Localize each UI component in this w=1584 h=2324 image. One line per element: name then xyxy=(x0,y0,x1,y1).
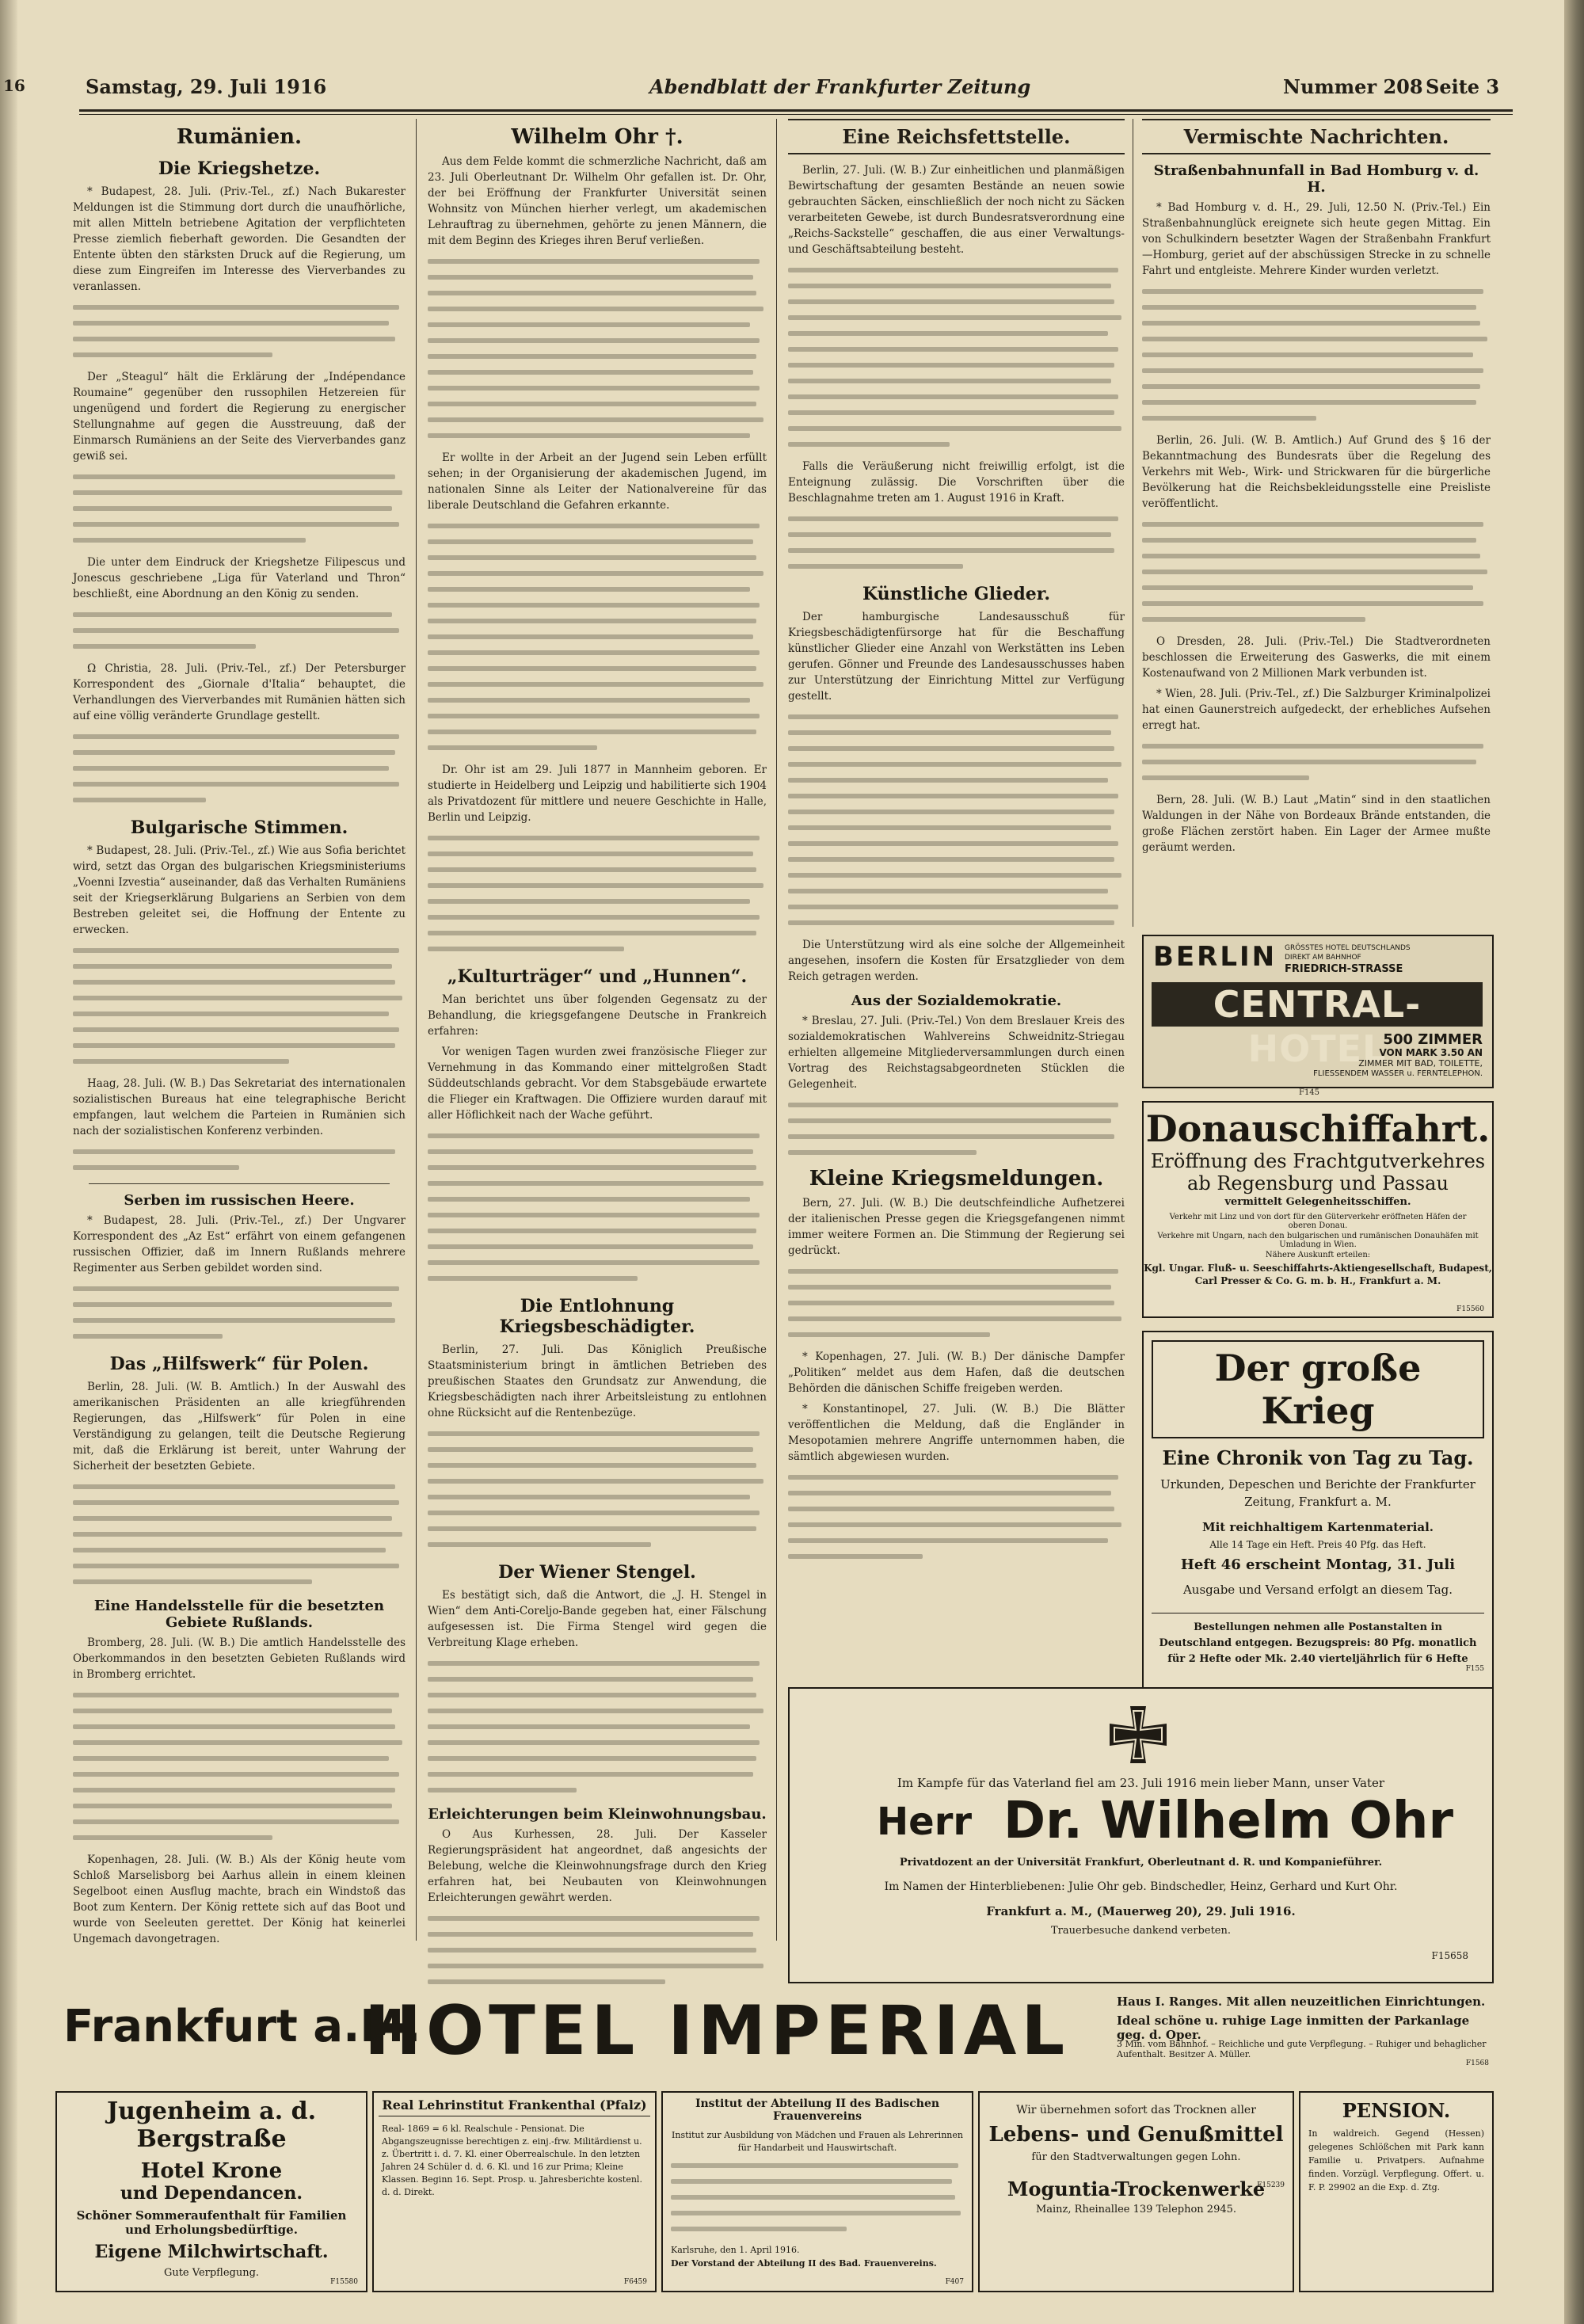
text-lines xyxy=(428,518,767,756)
ad-moguntia-trockenwerke xyxy=(978,2091,1294,2292)
article-paragraph: Es bestätigt sich, daß die Antwort, die „J. H. Stengel in Wien“ dem Anti-Coreljo-Bande gegeben hat, einer Fälschung aufgesessen ist. Die Firma Stengel wird gegen die Verbreitung Klage erheben. xyxy=(428,1589,767,1649)
ad-lebens-line2: für den Stadtverwaltungen gegen Lohn. xyxy=(1031,2151,1241,2163)
ad-donau-line7: Kgl. Ungar. Fluß- u. Seeschiffahrts-Aktiengesellschaft, Budapest, xyxy=(1144,1263,1492,1274)
section-title: Wilhelm Ohr †. xyxy=(511,125,683,149)
column-4 xyxy=(1142,119,1491,927)
column-divider xyxy=(776,119,777,1941)
ad-jugenheim-line2: Eigene Milchwirtschaft. xyxy=(94,2242,329,2262)
obituary-line3: Im Namen der Hinterbliebenen: Julie Ohr geb. Bindschedler, Heinz, Gerhard und Kurt Ohr. xyxy=(884,1880,1398,1893)
ad-badisch-line1: Institut zur Ausbildung von Mädchen und Frauen als Lehrerinnen für Handarbeit und Hauswirtschaft. xyxy=(672,2130,963,2153)
ad-imperial-line2: Ideal schöne u. ruhige Lage inmitten der Parkanlage geg. d. Oper. xyxy=(1117,2013,1470,2042)
article-headline: Der Wiener Stengel. xyxy=(498,1562,696,1583)
column-2 xyxy=(428,119,767,1941)
article-headline: Künstliche Glieder. xyxy=(862,584,1051,604)
ad-code: F407 xyxy=(945,2278,964,2286)
ad-donau-line4: Verkehr mit Linz und von dort für den Güterverkehr eröffneten Häfen der oberen Donau. xyxy=(1169,1213,1467,1230)
ad-hotel-krone-jugenheim xyxy=(55,2091,367,2292)
obituary-line1: Im Kampfe für das Vaterland fiel am 23. Juli 1916 mein lieber Mann, unser Vater xyxy=(897,1776,1385,1790)
article-paragraph: * Kopenhagen, 27. Juli. (W. B.) Der dänische Dampfer „Politiken“ meldet aus dem Hafen, daß die deutschen Behörden die dänischen Schiffe freigeben werden. xyxy=(788,1351,1125,1395)
ad-badisch-line2: Karlsruhe, den 1. April 1916. xyxy=(671,2245,800,2255)
ad-badisch-line3: Der Vorstand der Abteilung II des Bad. Frauenvereins. xyxy=(671,2258,937,2269)
article-paragraph: * Budapest, 28. Juli. (Priv.-Tel., zf.) Der Ungvarer Korrespondent des „Az Est“ erfährt von einem gefangenen russischen Offizier, daß im Innern Rußlands mehrere Regimenter aus Serben gebildet worden sind. xyxy=(73,1214,406,1274)
ad-lebens-line3: Mainz, Rheinallee 139 Telephon 2945. xyxy=(1035,2204,1237,2215)
article-headline: Die Entlohnung Kriegsbeschädigter. xyxy=(499,1296,695,1337)
ad-badisch-title: Institut der Abteilung II des Badischen Frauenvereins xyxy=(695,2097,940,2123)
article-paragraph: * Konstantinopel, 27. Juli. (W. B.) Die Blätter veröffentlichen die Meldung, daß die Engländer in Mesopotamien mehrere Angriffe unternommen haben, die sämtlich abgewiesen wurden. xyxy=(788,1403,1125,1463)
ad-central-name: CENTRAL-HOTEL xyxy=(1152,982,1483,1027)
header-paper-title: Abendblatt der Frankfurter Zeitung xyxy=(649,75,1031,98)
ad-donau-line5: Verkehre mit Ungarn, nach den bulgarischen und rumänischen Donauhäfen mit Umladung in Wien. xyxy=(1157,1232,1479,1249)
obituary-line2: Privatdozent an der Universität Frankfurt, Oberleutnant d. R. und Kompanieführer. xyxy=(899,1857,1383,1869)
article-headline: Straßenbahnunfall in Bad Homburg v. d. H. xyxy=(1153,162,1479,196)
text-lines xyxy=(73,943,406,1069)
ad-lehr-line1: Real- 1869 = 6 kl. Realschule - Pensionat. Die Abgangszeugnisse berechtigen z. einj.-frw. Militärdienst u. z. Übertritt i. d. 7. Kl. einer Oberrealschule. In den letzten Jahren 24 Schüler d. d. 6. Kl. und 16 zur Prima; Kleine Klassen. Beginn 16. Sept. Prosp. u. Jahresberichte kostenl. d. d. Direkt. xyxy=(382,2124,642,2197)
obituary-herr: Herr xyxy=(877,1800,973,1844)
ad-lehr-title: Real Lehrinstitut Frankenthal (Pfalz) xyxy=(379,2097,650,2116)
left-binding-edge xyxy=(0,0,17,2324)
edge-page-number: 16 xyxy=(3,76,25,95)
text-lines xyxy=(428,1128,767,1286)
text-lines xyxy=(73,607,406,654)
article-paragraph: * Breslau, 27. Juli. (Priv.-Tel.) Von dem Breslauer Kreis des sozialdemokratischen Wahlvereins Schweidnitz-Striegau erhielten allgemeine Mitgliederversammlungen durch einen Vortrag des Reichstagsabgeordneten Stücklen die Gelegenheit. xyxy=(788,1015,1125,1091)
ad-jugenheim-title: Jugenheim a. d. Bergstraße xyxy=(106,2097,317,2153)
ad-krieg-title: Der große Krieg xyxy=(1152,1340,1484,1438)
article-paragraph: Bern, 28. Juli. (W. B.) Laut „Matin“ sind in den staatlichen Waldungen in der Nähe von Bordeaux Brände entstanden, die große Flächen zerstört haben. Ein Lager der Armee mußte geräumt werden. xyxy=(1142,794,1491,854)
text-lines xyxy=(788,511,1125,574)
text-lines xyxy=(428,830,767,957)
ad-central-street: FRIEDRICH-STRASSE xyxy=(1285,963,1403,975)
section-title: Rumänien. xyxy=(176,125,303,149)
text-lines xyxy=(73,1281,406,1344)
header-date: Samstag, 29. Juli 1916 xyxy=(86,75,327,98)
article-headline: Die Kriegshetze. xyxy=(158,158,321,179)
ad-code: F145 xyxy=(1299,1088,1320,1097)
ad-pension xyxy=(1299,2091,1494,2292)
text-lines xyxy=(788,1263,1125,1343)
ad-der-grosse-krieg xyxy=(1142,1331,1494,1746)
obituary-line5: Trauerbesuche dankend verbeten. xyxy=(1051,1925,1231,1937)
text-lines xyxy=(788,1097,1125,1160)
article-headline: Aus der Sozialdemokratie. xyxy=(851,992,1062,1009)
article-paragraph: Dr. Ohr ist am 29. Juli 1877 in Mannheim geboren. Er studierte in Heidelberg und Leipzig und habilitierte sich 1904 als Privatdozent für mittlere und neuere Geschichte in Halle, Berlin und Leipzig. xyxy=(428,764,767,824)
right-binding-edge xyxy=(1564,0,1584,2324)
article-paragraph: Man berichtet uns über folgenden Gegensatz zu der Behandlung, die kriegsgefangene Deutsche in Frankreich erfahren: xyxy=(428,993,767,1038)
article-headline: Erleichterungen beim Kleinwohnungsbau. xyxy=(428,1806,767,1823)
ad-code: F15239 xyxy=(1257,2181,1285,2189)
article-headline: Eine Handelsstelle für die besetzten Gebiete Rußlands. xyxy=(93,1598,385,1631)
ad-central-rooms: 500 ZIMMER xyxy=(1383,1031,1483,1048)
article-paragraph: Er wollte in der Arbeit an der Jugend sein Leben erfüllt sehen; in der Organisierung der akademischen Jugend, im nationalen Sinne als Leiter der Nationalvereine für das liberale Deutschland die Gefahren erkannte. xyxy=(428,451,767,512)
ad-central-rooms2: ZIMMER MIT BAD, TOILETTE, xyxy=(1358,1058,1483,1069)
ad-badischer-frauenverein xyxy=(661,2091,973,2292)
ad-donau-line8: Carl Presser & Co. G. m. b. H., Frankfurt a. M. xyxy=(1194,1275,1441,1286)
text-lines xyxy=(73,1479,406,1590)
ad-imperial-name: HOTEL IMPERIAL xyxy=(364,1991,1070,2071)
ad-code: F6459 xyxy=(623,2278,647,2286)
section-title: Vermischte Nachrichten. xyxy=(1142,119,1491,154)
article-paragraph: Haag, 28. Juli. (W. B.) Das Sekretariat des internationalen sozialistischen Bureaus hat eine telegraphische Bericht empfangen, laut welchem die Parteien in Rumänien sich nach der sozialistischen Konferenz verbinden. xyxy=(73,1077,406,1137)
article-paragraph: Kopenhagen, 28. Juli. (W. B.) Als der König heute vom Schloß Marselisborg bei Aarhus allein in einem kleinen Segelboot einen Ausflug machte, brach ein Windstoß das Boot zum Kentern. Der König rettete sich auf das Boot und wurde von Seeleuten gerettet. Der König hat keinerlei Ungemach davongetragen. xyxy=(73,1853,406,1945)
text-lines xyxy=(1142,516,1491,627)
text-lines xyxy=(428,1655,767,1798)
ad-imperial-line3: 3 Min. vom Bahnhof. – Reichliche und gute Verpflegung. – Ruhiger und behaglicher Aufenthalt. Besitzer A. Müller. xyxy=(1117,2039,1487,2059)
ad-central-small2: DIREKT AM BAHNHOF xyxy=(1285,954,1361,962)
text-lines xyxy=(788,709,1125,931)
article-paragraph: Bromberg, 28. Juli. (W. B.) Die amtlich Handelsstelle des Oberkommandos in den besetzten Gebieten Rußlands wird in Bromberg errichtet. xyxy=(73,1636,406,1681)
header-rule-thin xyxy=(79,114,1513,115)
header-page-number: Seite 3 xyxy=(1426,75,1500,98)
ad-krieg-line6: Ausgabe und Versand erfolgt an diesem Tag. xyxy=(1182,1583,1453,1597)
ad-central-small1: GRÖSSTES HOTEL DEUTSCHLANDS xyxy=(1285,944,1411,952)
article-paragraph: O Aus Kurhessen, 28. Juli. Der Kasseler Regierungspräsident hat angeordnet, daß angesichts der Belebung, welche die Kleinwohnungsfrage durch den Krieg erfahren hat, bei Neubauten von Kleinwohnungen Erleichterungen gewährt werden. xyxy=(428,1828,767,1904)
article-paragraph: Die Unterstützung wird als eine solche der Allgemeinheit angesehen, insofern die Kosten für Ersatzglieder von dem Reich getragen werden. xyxy=(788,939,1125,983)
article-paragraph: Aus dem Felde kommt die schmerzliche Nachricht, daß am 23. Juli Oberleutnant Dr. Wilhelm Ohr gefallen ist. Dr. Ohr, der bei Eröffnung der Frankfurter Universität seinen Wohnsitz von München hierher verlegt, um akademischen Lehrauftrag zu übernehmen, gehörte zu jenen Männern, die mit dem Beginn des Krieges ihren Beruf verließen. xyxy=(428,155,767,247)
text-lines xyxy=(73,1144,406,1175)
article-paragraph: Berlin, 28. Juli. (W. B. Amtlich.) In der Auswahl des amerikanischen Präsidenten an alle kriegführenden Regierungen, das „Hilfswerk“ für Polen in eine Verständigung zu gelangen, teilt die Deutsche Regierung mit, daß die Erklärung ist bereit, unter Wahrung der Sicherheit der besetzten Gebiete. xyxy=(73,1381,406,1473)
ad-central-price: VON MARK 3.50 AN xyxy=(1379,1047,1483,1058)
article-headline: Das „Hilfswerk“ für Polen. xyxy=(109,1354,369,1374)
ad-lebens-title: Lebens- und Genußmittel xyxy=(988,2123,1284,2147)
column-divider xyxy=(416,119,417,1941)
text-lines xyxy=(788,1469,1125,1564)
article-paragraph: Berlin, 27. Juli. (W. B.) Zur einheitlichen und planmäßigen Bewirtschaftung der gesamten Bestände an neuen sowie gebrauchten Säcken, einschließlich der noch nicht zu Säcken verarbeiteten Gewebe, ist durch Bundesratsverordnung eine „Reichs-Sackstelle“ geschaffen, die aus einer Verwaltungs- und Geschäftsabteilung besteht. xyxy=(788,164,1125,256)
text-lines xyxy=(1142,738,1491,786)
ad-real-lehrinstitut xyxy=(372,2091,657,2292)
article-paragraph: Berlin, 26. Juli. (W. B. Amtlich.) Auf Grund des § 16 der Bekanntmachung des Bundesrats über die Regelung des Verkehrs mit Web-, Wirk- und Strickwaren für die bürgerliche Bevölkerung hat die Reichsbekleidungsstelle eine Preisliste veröffentlicht. xyxy=(1142,434,1491,510)
article-paragraph: * Budapest, 28. Juli. (Priv.-Tel., zf.) Nach Bukarester Meldungen ist die Stimmung dort durch die unaufhörliche, mit allen Mitteln betriebene Agitation der verpflichteten Presse ziemlich fieberhaft geworden. Die Gesandten der Entente übten den stärksten Druck auf die Regierung, um diese zum Eingreifen im Interesse des Vierverbandes zu veranlassen. xyxy=(73,185,406,293)
ad-imperial-line1: Haus I. Ranges. Mit allen neuzeitlichen Einrichtungen. xyxy=(1117,1994,1486,2009)
ad-code: F15658 xyxy=(1431,1950,1468,1961)
obituary-dr-wilhelm-ohr xyxy=(788,1687,1494,1983)
article-paragraph: Ω Christia, 28. Juli. (Priv.-Tel., zf.) Der Petersburger Korrespondent des „Giornale d'Italia“ behauptet, die Verhandlungen des Vierverbandes mit Rumänien hätten sich auf eine völlig veränderte Grundlage gestellt. xyxy=(73,662,406,722)
obituary-name: Dr. Wilhelm Ohr xyxy=(1003,1792,1454,1850)
ad-donau-line6: Nähere Auskunft erteilen: xyxy=(1265,1251,1371,1259)
article-headline: Serben im russischen Heere. xyxy=(124,1192,355,1209)
ad-donau-title: Donauschiffahrt. xyxy=(1145,1107,1491,1150)
ad-pension-title: PENSION. xyxy=(1342,2099,1451,2122)
text-lines xyxy=(73,1687,406,1846)
text-lines xyxy=(428,253,767,444)
ad-code: F155 xyxy=(1465,1665,1484,1673)
article-paragraph: Bern, 27. Juli. (W. B.) Die deutschfeindliche Aufhetzerei der italienischen Presse gegen die Kriegsgefangenen nimmt immer weitere Formen an. Die Stimmung der Regierung sei gedrückt. xyxy=(788,1197,1125,1257)
ad-krieg-line1: Eine Chronik von Tag zu Tag. xyxy=(1162,1446,1474,1469)
article-headline: Kleine Kriegsmeldungen. xyxy=(809,1167,1104,1191)
article-headline: „Kulturträger“ und „Hunnen“. xyxy=(447,966,748,987)
ad-krieg-line7: Bestellungen nehmen alle Postanstalten in Deutschland entgegen. Bezugspreis: 80 Pfg. monatlich für 2 Hefte oder Mk. 2.40 vierteljährlich für 6 Hefte xyxy=(1159,1621,1477,1665)
ad-code: F1568 xyxy=(1465,2059,1489,2067)
header-rule xyxy=(79,109,1513,112)
ad-central-water: FLIESSENDEM WASSER u. FERNTELEPHON. xyxy=(1313,1069,1483,1078)
ad-krieg-line2: Urkunden, Depeschen und Berichte der Frankfurter Zeitung, Frankfurt a. M. xyxy=(1160,1477,1475,1509)
ad-lebens-line1: Wir übernehmen sofort das Trocknen aller xyxy=(1016,2104,1256,2116)
article-paragraph: Falls die Veräußerung nicht freiwillig erfolgt, ist die Enteignung zulässig. Die Vorschriften über die Beschlagnahme treten am 1. August 1916 in Kraft. xyxy=(788,460,1125,505)
header-issue-number: Nummer 208 xyxy=(1283,75,1423,98)
ad-jugenheim-line3: Gute Verpflegung. xyxy=(163,2267,260,2279)
text-lines xyxy=(663,2158,972,2237)
ad-code: F15580 xyxy=(330,2278,358,2286)
ad-jugenheim-sub: und Dependancen. xyxy=(120,2183,303,2204)
ad-donau-line3: vermittelt Gelegenheitsschiffen. xyxy=(1224,1196,1411,1208)
text-lines xyxy=(73,469,406,548)
ad-lebens-name: Moguntia-Trockenwerke xyxy=(1007,2177,1266,2200)
text-lines xyxy=(428,1911,767,1990)
article-paragraph: * Wien, 28. Juli. (Priv.-Tel., zf.) Die Salzburger Kriminalpolizei hat einen Gaunerstreich aufgedeckt, der erhebliches Aufsehen erregt hat. xyxy=(1142,688,1491,732)
ad-jugenheim-hotel: Hotel Krone xyxy=(140,2159,283,2183)
section-title: Eine Reichsfettstelle. xyxy=(788,119,1125,154)
article-paragraph: * Bad Homburg v. d. H., 29. Juli, 12.50 N. (Priv.-Tel.) Ein Straßenbahnunglück ereignete sich heute gegen Mittag. Ein von Schulkindern besetzter Wagen der Straßenbahn Frankfurt—Homburg, geriet auf der abschüssigen Strecke in zu schnelle Fahrt und entgleiste. Mehrere Kinder wurden verletzt. xyxy=(1142,201,1491,277)
article-paragraph: Die unter dem Eindruck der Kriegshetze Filipescus und Jonescus geschriebene „Liga für Vaterland und Thron“ beschließt, eine Abordnung an den König zu senden. xyxy=(73,556,406,600)
obituary-line4: Frankfurt a. M., (Mauerweg 20), 29. Juli 1916. xyxy=(986,1904,1296,1918)
article-separator xyxy=(89,1183,390,1184)
text-lines xyxy=(1142,284,1491,426)
article-paragraph: O Dresden, 28. Juli. (Priv.-Tel.) Die Stadtverordneten beschlossen die Erweiterung des Gaswerks, die mit einem Kostenaufwand von 2 Millionen Mark verbunden ist. xyxy=(1142,635,1491,680)
ad-donau-line2: ab Regensburg und Passau xyxy=(1187,1172,1449,1194)
article-paragraph: Vor wenigen Tagen wurden zwei französische Flieger zur Vernehmung in das Kommando einer mittelgroßen Stadt Süddeutschlands gebracht. Vor dem Stabsgebäude erwartete die Flieger ein Kraftwagen. Die Offiziere wurden darauf mit aller Höflichkeit nach der Wache geführt. xyxy=(428,1046,767,1122)
text-lines xyxy=(428,1426,767,1553)
ad-donauschiffahrt xyxy=(1142,1101,1494,1318)
article-headline: Bulgarische Stimmen. xyxy=(130,817,348,838)
ad-jugenheim-line1: Schöner Sommeraufenthalt für Familien und Erholungsbedürftige. xyxy=(76,2208,347,2237)
article-paragraph: * Budapest, 28. Juli. (Priv.-Tel., zf.) Wie aus Sofia berichtet wird, setzt das Organ des bulgarischen Kriegsministeriums „Voenni Izvestia“ auseinander, daß das Verhalten Rumäniens seit der Kriegserklärung Bulgariens an Serbien von dem Bestreben geleitet sei, die Hoffnung der Entente zu erwecken. xyxy=(73,844,406,936)
ad-donau-line1: Eröffnung des Frachtgutverkehres xyxy=(1150,1150,1486,1172)
ad-krieg-line3: Mit reichhaltigem Kartenmaterial. xyxy=(1201,1520,1434,1534)
ad-central-hotel xyxy=(1142,935,1494,1088)
article-paragraph: Der „Steagul“ hält die Erklärung der „Indépendance Roumaine“ gegenüber den russophilen Hetzereien für ungenügend und fordert die Regierung zu energischer Stellungnahme auf gegen die Ausstreuung, daß der Einmarsch Rumäniens an der Seite des Vierverbandes ganz gewiß sei. xyxy=(73,371,406,463)
iron-cross-icon xyxy=(1106,1703,1170,1766)
article-paragraph: Berlin, 27. Juli. Das Königlich Preußische Staatsministerium bringt in ämtlichen Betrieben des preußischen Staates den Grundsatz zur Anwendung, die Kriegsbeschädigten nach ihrer Arbeitsleistung zu entlohnen ohne Rücksicht auf die Rentenbezüge. xyxy=(428,1343,767,1419)
ad-code: F15560 xyxy=(1456,1305,1484,1313)
text-lines xyxy=(73,299,406,363)
ad-central-city: BERLIN xyxy=(1153,941,1277,973)
ad-krieg-line4: Alle 14 Tage ein Heft. Preis 40 Pfg. das Heft. xyxy=(1209,1539,1426,1550)
ad-hotel-imperial xyxy=(48,1987,1491,2082)
ad-pension-line1: In waldreich. Gegend (Hessen) gelegenes Schlößchen mit Park kann Familie u. Privatpers. Aufnahme finden. Vorzügl. Verpflegung. Offert. u. F. P. 29902 an die Exp. d. Ztg. xyxy=(1308,2128,1484,2193)
column-1 xyxy=(73,119,406,1945)
ad-krieg-line5: Heft 46 erscheint Montag, 31. Juli xyxy=(1180,1556,1456,1573)
column-3 xyxy=(788,119,1125,1463)
text-lines xyxy=(788,262,1125,452)
article-paragraph: Der hamburgische Landesausschuß für Kriegsbeschädigtenfürsorge hat für die Beschaffung künstlicher Glieder eine Anzahl von Werkstätten ins Leben gerufen. Gönner und Freunde des Landesausschusses haben zur Unterstützung der Einrichtung Mittel zur Verfügung gestellt. xyxy=(788,611,1125,703)
text-lines xyxy=(73,729,406,808)
ad-imperial-city: Frankfurt a.M. xyxy=(63,2001,421,2052)
